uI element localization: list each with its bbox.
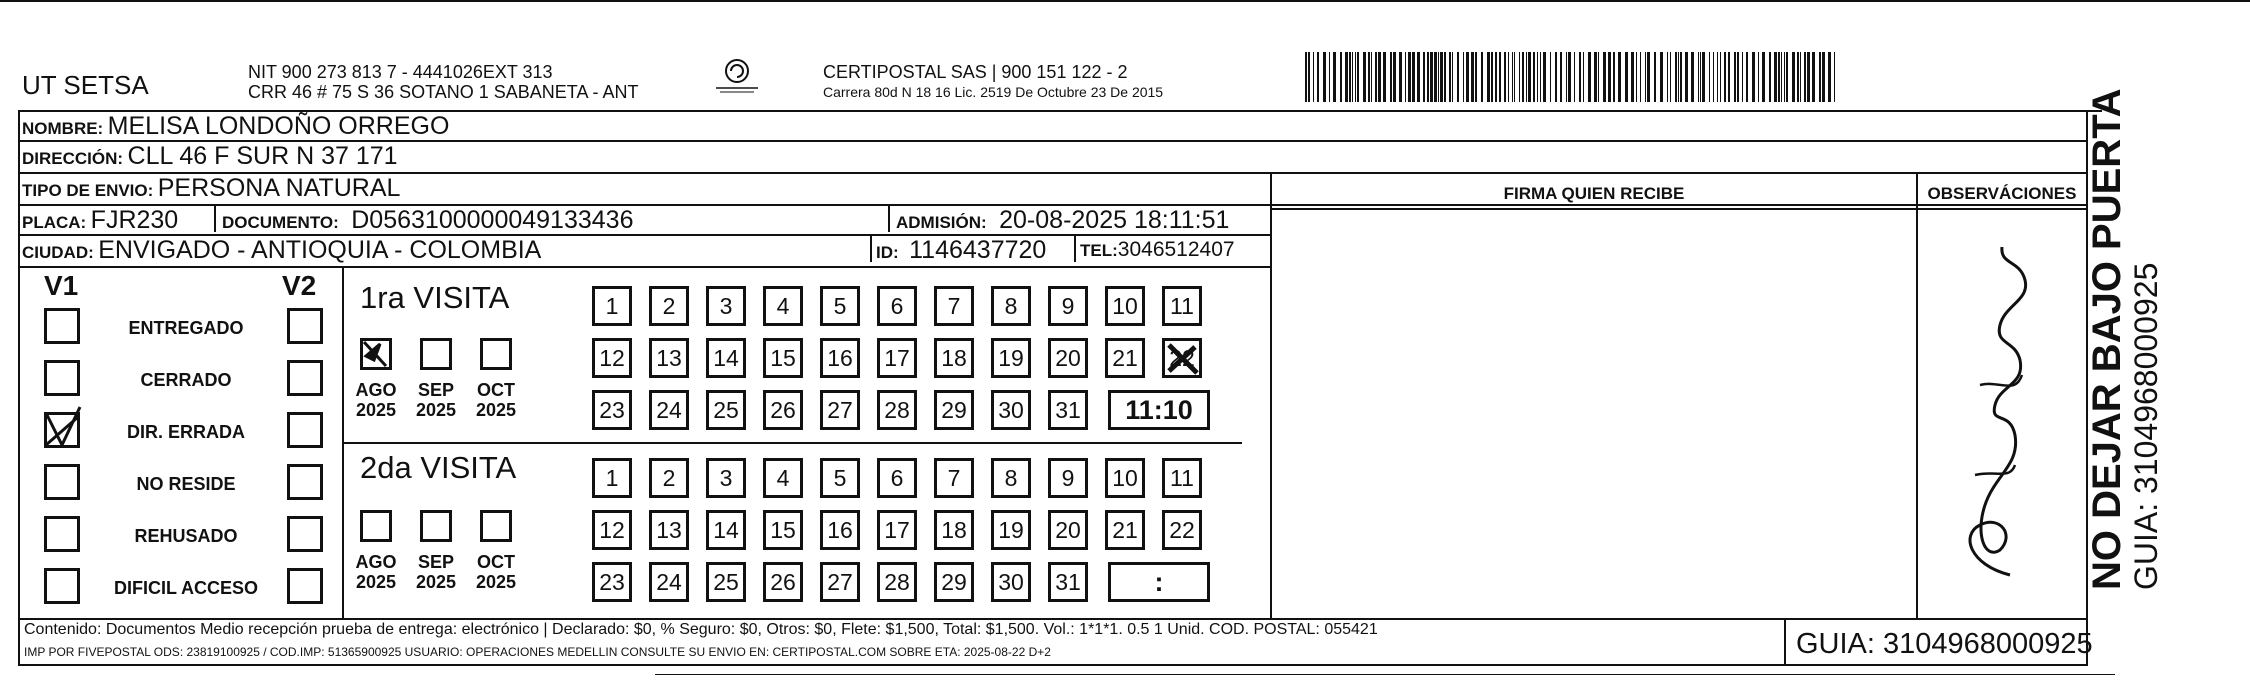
barcode-bar: [1555, 52, 1557, 102]
barcode-bar: [1449, 52, 1451, 102]
barcode-bar: [1691, 52, 1694, 102]
day-box[interactable]: 11: [1162, 458, 1202, 498]
day-box[interactable]: 6: [877, 458, 917, 498]
month-label: [466, 552, 526, 592]
barcode-bar: [1305, 52, 1307, 102]
firma-header: FIRMA QUIEN RECIBE: [1503, 184, 1685, 203]
month-label: [406, 380, 466, 420]
barcode-bar: [1375, 52, 1377, 102]
barcode-bar: [1709, 52, 1710, 102]
direccion-row: [22, 142, 398, 171]
barcode-bar: [1317, 52, 1319, 102]
barcode-bar: [1698, 52, 1699, 102]
barcode-bar: [1728, 52, 1730, 102]
observaciones-header: OBSERVÁCIONES: [1927, 184, 2077, 203]
firma-header-line: [1270, 208, 2088, 210]
id-value: 1146437720: [909, 236, 1047, 264]
barcode-bar: [1660, 52, 1663, 102]
barcode-bar: [1598, 52, 1599, 102]
month-name: OCT: [477, 552, 515, 572]
barcode-bar: [1762, 52, 1765, 102]
obs-left-border: [1916, 174, 1918, 618]
tel-divider: [1074, 236, 1076, 262]
month-name: AGO: [355, 380, 397, 400]
day-box[interactable]: 22: [1162, 510, 1202, 550]
certipostal-line: CERTIPOSTAL SAS | 900 151 122 - 2: [823, 62, 1128, 82]
barcode-bar: [1675, 52, 1677, 102]
day-box[interactable]: 9: [1048, 458, 1088, 498]
day-box[interactable]: 27: [820, 562, 860, 602]
day-box[interactable]: 30: [991, 390, 1031, 430]
bottom-edge-line: [655, 674, 2115, 675]
barcode-bar: [1491, 52, 1493, 102]
placa-cell: [22, 206, 178, 235]
barcode-bar: [1357, 52, 1359, 102]
license-line: Carrera 80d N 18 16 Lic. 2519 De Octubre 23 De 2015: [823, 84, 1164, 100]
barcode-bar: [1313, 52, 1314, 102]
status-checkbox-v2[interactable]: [287, 308, 323, 344]
barcode-bar: [1475, 52, 1477, 102]
barcode-bar: [1550, 52, 1551, 102]
day-box[interactable]: 18: [934, 510, 974, 550]
barcode-bar: [1797, 52, 1799, 102]
status-checkbox-v1[interactable]: [44, 516, 80, 552]
day-box[interactable]: 26: [763, 390, 803, 430]
time-box[interactable]: 11:10: [1108, 390, 1210, 430]
barcode-bar: [1618, 52, 1621, 102]
month-year: 2025: [475, 572, 517, 592]
tel-value: 3046512407: [1117, 238, 1235, 261]
day-box[interactable]: 8: [991, 286, 1031, 326]
address-line: CRR 46 # 75 S 36 SOTANO 1 SABANETA - ANT: [248, 82, 639, 102]
barcode-bar: [1792, 52, 1795, 102]
barcode-bar: [1647, 52, 1650, 102]
documento-label: DOCUMENTO:: [222, 213, 339, 232]
barcode-bar: [1352, 52, 1353, 102]
barcode-bar: [1667, 52, 1668, 102]
barcode-bar: [1408, 52, 1411, 102]
barcode-bar: [1812, 52, 1815, 102]
side-title: NO DEJAR BAJO PUERTA: [2085, 88, 2129, 590]
barcode-bar: [1390, 52, 1392, 102]
day-box[interactable]: 4: [763, 286, 803, 326]
month-checkbox[interactable]: [420, 510, 452, 542]
barcode-bar: [1640, 52, 1641, 102]
day-box[interactable]: 14: [706, 510, 746, 550]
day-box[interactable]: 24: [649, 562, 689, 602]
day-box[interactable]: 17: [877, 338, 917, 378]
day-box[interactable]: 12: [592, 510, 632, 550]
barcode-bar: [1778, 52, 1780, 102]
status-checkbox-v1[interactable]: [44, 464, 80, 500]
day-box[interactable]: 18: [934, 338, 974, 378]
day-box[interactable]: 20: [1048, 510, 1088, 550]
barcode-bar: [1533, 52, 1535, 102]
barcode-bar: [1654, 52, 1656, 102]
status-label: DIFICIL ACCESO: [113, 578, 258, 598]
month-checkbox[interactable]: [480, 510, 512, 542]
barcode-bar: [1685, 52, 1688, 102]
barcode-bar: [1645, 52, 1646, 102]
day-box[interactable]: 2: [649, 286, 689, 326]
barcode-bar: [1804, 52, 1806, 102]
placa-value: FJR230: [90, 206, 179, 234]
barcode-bar: [1713, 52, 1714, 102]
month-checkbox[interactable]: [360, 338, 392, 370]
barcode-bar: [1512, 52, 1513, 102]
tipo-label: TIPO DE ENVIO:: [22, 181, 154, 200]
barcode-bar: [1329, 52, 1330, 102]
table-left: [18, 110, 20, 666]
month-name: AGO: [355, 552, 397, 572]
footer-line-1: Contenido: Documentos Medio recepción prueba de entrega: electrónico | Declarado: $0, % Seguro: $0, Otros: $0, Flete: $1,500, Total: $1,500. Vol.: 1*1*1. 0.5 1 Unid. COD. POSTAL: 055421: [24, 621, 1378, 638]
barcode-bar: [1383, 52, 1386, 102]
status-label: NO RESIDE: [136, 474, 236, 494]
footer-top-line: [18, 618, 2088, 620]
time-box[interactable]: :: [1108, 562, 1210, 602]
barcode-bar: [1603, 52, 1606, 102]
barcode-bar: [1625, 52, 1628, 102]
day-box[interactable]: 11: [1162, 286, 1202, 326]
barcode-bar: [1720, 52, 1721, 102]
barcode-bar: [1724, 52, 1726, 102]
barcode-bar: [1828, 52, 1831, 102]
month-year: 2025: [415, 572, 457, 592]
day-box[interactable]: 15: [763, 338, 803, 378]
barcode-bar: [1746, 52, 1748, 102]
placa-label: PLACA:: [22, 213, 87, 232]
barcode-bar: [1463, 52, 1464, 102]
status-checkbox-v2[interactable]: [287, 412, 323, 448]
barcode-bar: [1333, 52, 1336, 102]
month-name: OCT: [477, 380, 515, 400]
barcode-bar: [1514, 52, 1515, 102]
barcode-bar: [1579, 52, 1581, 102]
status-label: DIR. ERRADA: [126, 422, 245, 442]
nit-line: NIT 900 273 813 7 - 4441026EXT 313: [248, 62, 553, 82]
barcode-bar: [1786, 52, 1788, 102]
footer-bottom-line: [18, 664, 2088, 666]
day-box[interactable]: 9: [1048, 286, 1088, 326]
barcode-bar: [1487, 52, 1490, 102]
admision-divider: [888, 206, 890, 232]
tipo-value: PERSONA NATURAL: [157, 174, 401, 202]
day-box[interactable]: 8: [991, 458, 1031, 498]
nombre-row: [22, 112, 449, 141]
barcode-bar: [1452, 52, 1453, 102]
v1-label: V1: [44, 270, 79, 301]
barcode-bar: [1466, 52, 1469, 102]
visit-divider: [342, 442, 1242, 444]
barcode: [1305, 52, 1840, 102]
barcode-bar: [1594, 52, 1597, 102]
handwritten-signature: [1940, 235, 2050, 595]
barcode-bar: [1340, 52, 1342, 102]
id-divider: [870, 236, 872, 262]
month-year: 2025: [415, 400, 457, 420]
day-box[interactable]: 30: [991, 562, 1031, 602]
nombre-label: NOMBRE:: [22, 119, 104, 138]
barcode-bar: [1560, 52, 1562, 102]
day-box[interactable]: 24: [649, 390, 689, 430]
day-box[interactable]: 29: [934, 562, 974, 602]
day-box[interactable]: 23: [592, 562, 632, 602]
barcode-bar: [1440, 52, 1443, 102]
month-year: 2025: [355, 400, 397, 420]
day-box[interactable]: 10: [1105, 286, 1145, 326]
day-box[interactable]: 2: [649, 458, 689, 498]
barcode-bar: [1444, 52, 1446, 102]
barcode-bar: [1670, 52, 1671, 102]
barcode-bar: [1481, 52, 1483, 102]
certipostal-logo: [712, 58, 762, 96]
day-box[interactable]: 16: [820, 510, 860, 550]
barcode-bar: [1371, 52, 1372, 102]
day-box[interactable]: 26: [763, 562, 803, 602]
barcode-bar: [1742, 52, 1743, 102]
barcode-bar: [1680, 52, 1682, 102]
day-box[interactable]: 27: [820, 390, 860, 430]
month-name: SEP: [417, 380, 455, 400]
day-box[interactable]: 29: [934, 390, 974, 430]
day-box[interactable]: 5: [820, 286, 860, 326]
direccion-label: DIRECCIÓN:: [22, 149, 124, 168]
id-label: ID:: [876, 243, 899, 262]
day-box[interactable]: 20: [1048, 338, 1088, 378]
barcode-bar: [1774, 52, 1777, 102]
id-cell: [876, 236, 1046, 265]
tel-label: TEL:: [1080, 241, 1118, 260]
barcode-bar: [1434, 52, 1437, 102]
barcode-bar: [1438, 52, 1439, 102]
ciudad-cell: [22, 236, 541, 265]
admision-label: ADMISIÓN:: [896, 213, 987, 232]
barcode-bar: [1526, 52, 1527, 102]
barcode-bar: [1543, 52, 1546, 102]
barcode-bar: [1784, 52, 1785, 102]
barcode-bar: [1417, 52, 1420, 102]
barcode-bar: [1702, 52, 1705, 102]
barcode-bar: [1800, 52, 1801, 102]
documento-cell: [222, 206, 633, 235]
barcode-bar: [1819, 52, 1821, 102]
first-visit-title: 1ra VISITA: [360, 280, 510, 315]
barcode-bar: [1519, 52, 1520, 102]
barcode-bar: [1499, 52, 1501, 102]
status-label: REHUSADO: [134, 526, 238, 546]
barcode-bar: [1504, 52, 1506, 102]
direccion-value: CLL 46 F SUR N 37 171: [127, 142, 398, 170]
barcode-bar: [1522, 52, 1524, 102]
top-border: [0, 0, 2250, 2]
day-box[interactable]: 28: [877, 562, 917, 602]
status-label: CERRADO: [140, 370, 232, 390]
barcode-bar: [1769, 52, 1771, 102]
ciudad-label: CIUDAD:: [22, 243, 94, 262]
day-box[interactable]: 25: [706, 562, 746, 602]
ciudad-value: ENVIGADO - ANTIOQUIA - COLOMBIA: [98, 236, 542, 264]
month-label: [406, 552, 466, 592]
day-box[interactable]: 15: [763, 510, 803, 550]
barcode-bar: [1471, 52, 1474, 102]
tipo-row: [22, 174, 400, 203]
company-info: [248, 62, 638, 102]
barcode-bar: [1636, 52, 1637, 102]
day-box[interactable]: 16: [820, 338, 860, 378]
v2-label: V2: [282, 270, 317, 301]
day-box[interactable]: 7: [934, 458, 974, 498]
tel-cell: [1080, 238, 1235, 262]
month-year: 2025: [475, 400, 517, 420]
footer-divider: [1784, 618, 1786, 666]
barcode-bar: [1412, 52, 1415, 102]
barcode-bar: [1393, 52, 1396, 102]
admision-value: 20-08-2025 18:11:51: [999, 206, 1230, 234]
day-box[interactable]: 10: [1105, 458, 1145, 498]
day-box[interactable]: 14: [706, 338, 746, 378]
status-checkbox-v1[interactable]: [44, 568, 80, 604]
barcode-bar: [1399, 52, 1402, 102]
barcode-bar: [1608, 52, 1611, 102]
barcode-bar: [1752, 52, 1755, 102]
barcode-bar: [1737, 52, 1739, 102]
day-box[interactable]: 1: [592, 286, 632, 326]
barcode-bar: [1345, 52, 1348, 102]
month-checkbox[interactable]: [360, 510, 392, 542]
day-box[interactable]: 13: [649, 338, 689, 378]
barcode-bar: [1308, 52, 1310, 102]
day-box[interactable]: 17: [877, 510, 917, 550]
barcode-bar: [1574, 52, 1575, 102]
day-box[interactable]: 12: [592, 338, 632, 378]
day-box[interactable]: 4: [763, 458, 803, 498]
placa-divider: [214, 206, 216, 232]
status-checkbox-v1[interactable]: [44, 360, 80, 396]
day-box[interactable]: 23: [592, 390, 632, 430]
barcode-bar: [1807, 52, 1810, 102]
admision-cell: [896, 206, 1229, 235]
nombre-value: MELISA LONDOÑO ORREGO: [107, 112, 450, 140]
status-checkbox-v2[interactable]: [287, 568, 323, 604]
barcode-bar: [1355, 52, 1356, 102]
month-label: [346, 380, 406, 420]
barcode-bar: [1363, 52, 1366, 102]
status-checkbox-v1[interactable]: [44, 412, 80, 448]
day-box[interactable]: 1: [592, 458, 632, 498]
day-box[interactable]: 3: [706, 286, 746, 326]
status-checkbox-v2[interactable]: [287, 464, 323, 500]
day-box[interactable]: 19: [991, 338, 1031, 378]
row-line-5: [18, 266, 1272, 268]
barcode-bar: [1495, 52, 1497, 102]
barcode-bar: [1368, 52, 1370, 102]
barcode-bar: [1323, 52, 1326, 102]
status-checkbox-v2[interactable]: [287, 360, 323, 396]
day-box[interactable]: 21: [1105, 338, 1145, 378]
barcode-bar: [1588, 52, 1591, 102]
month-year: 2025: [355, 572, 397, 592]
barcode-bar: [1568, 52, 1571, 102]
side-guia: GUIA: 3104968000925: [2128, 262, 2164, 590]
day-box[interactable]: 6: [877, 286, 917, 326]
barcode-bar: [1822, 52, 1825, 102]
month-name: SEP: [417, 552, 455, 572]
day-box[interactable]: 19: [991, 510, 1031, 550]
barcode-bar: [1349, 52, 1351, 102]
barcode-bar: [1537, 52, 1538, 102]
month-checkbox[interactable]: [420, 338, 452, 370]
day-box[interactable]: 5: [820, 458, 860, 498]
month-checkbox[interactable]: [480, 338, 512, 370]
barcode-bar: [1528, 52, 1531, 102]
barcode-bar: [1678, 52, 1679, 102]
status-checkbox-v1[interactable]: [44, 308, 80, 344]
barcode-bar: [1583, 52, 1584, 102]
barcode-bar: [1457, 52, 1459, 102]
barcode-bar: [1758, 52, 1759, 102]
barcode-bar: [1613, 52, 1615, 102]
day-box[interactable]: 28: [877, 390, 917, 430]
status-label: ENTREGADO: [128, 318, 244, 338]
day-box[interactable]: 31: [1048, 390, 1088, 430]
barcode-bar: [1631, 52, 1634, 102]
day-box[interactable]: 21: [1105, 510, 1145, 550]
day-box[interactable]: 13: [649, 510, 689, 550]
barcode-bar: [1430, 52, 1433, 102]
month-label: [466, 380, 526, 420]
barcode-bar: [1834, 52, 1835, 102]
barcode-bar: [1734, 52, 1736, 102]
barcode-bar: [1427, 52, 1429, 102]
day-box[interactable]: 3: [706, 458, 746, 498]
barcode-bar: [1781, 52, 1782, 102]
barcode-bar: [1700, 52, 1701, 102]
barcode-bar: [1566, 52, 1567, 102]
day-box[interactable]: 22: [1162, 338, 1202, 378]
documento-value: D0563100000049133436: [351, 206, 634, 234]
barcode-bar: [1540, 52, 1541, 102]
footer-guia: GUIA: 3104968000925: [1796, 628, 2093, 660]
second-visit-title: 2da VISITA: [360, 450, 517, 485]
day-box[interactable]: 31: [1048, 562, 1088, 602]
barcode-bar: [1717, 52, 1718, 102]
barcode-bar: [1508, 52, 1509, 102]
day-box[interactable]: 7: [934, 286, 974, 326]
firma-left-border: [1270, 174, 1272, 618]
barcode-bar: [1378, 52, 1381, 102]
company-name: UT SETSA: [22, 70, 149, 100]
status-checkbox-v2[interactable]: [287, 516, 323, 552]
certipostal-info: [823, 62, 1163, 102]
barcode-bar: [1405, 52, 1406, 102]
day-box[interactable]: 25: [706, 390, 746, 430]
footer-line-2: IMP POR FIVEPOSTAL ODS: 23819100925 / COD.IMP: 51365900925 USUARIO: OPERACIONES MEDELLIN CONSULTE SU ENVIO EN: CERTIPOSTAL.COM SOBRE ETA: 2025-08-22 D+2: [24, 645, 1051, 659]
month-label: [346, 552, 406, 592]
barcode-bar: [1423, 52, 1425, 102]
